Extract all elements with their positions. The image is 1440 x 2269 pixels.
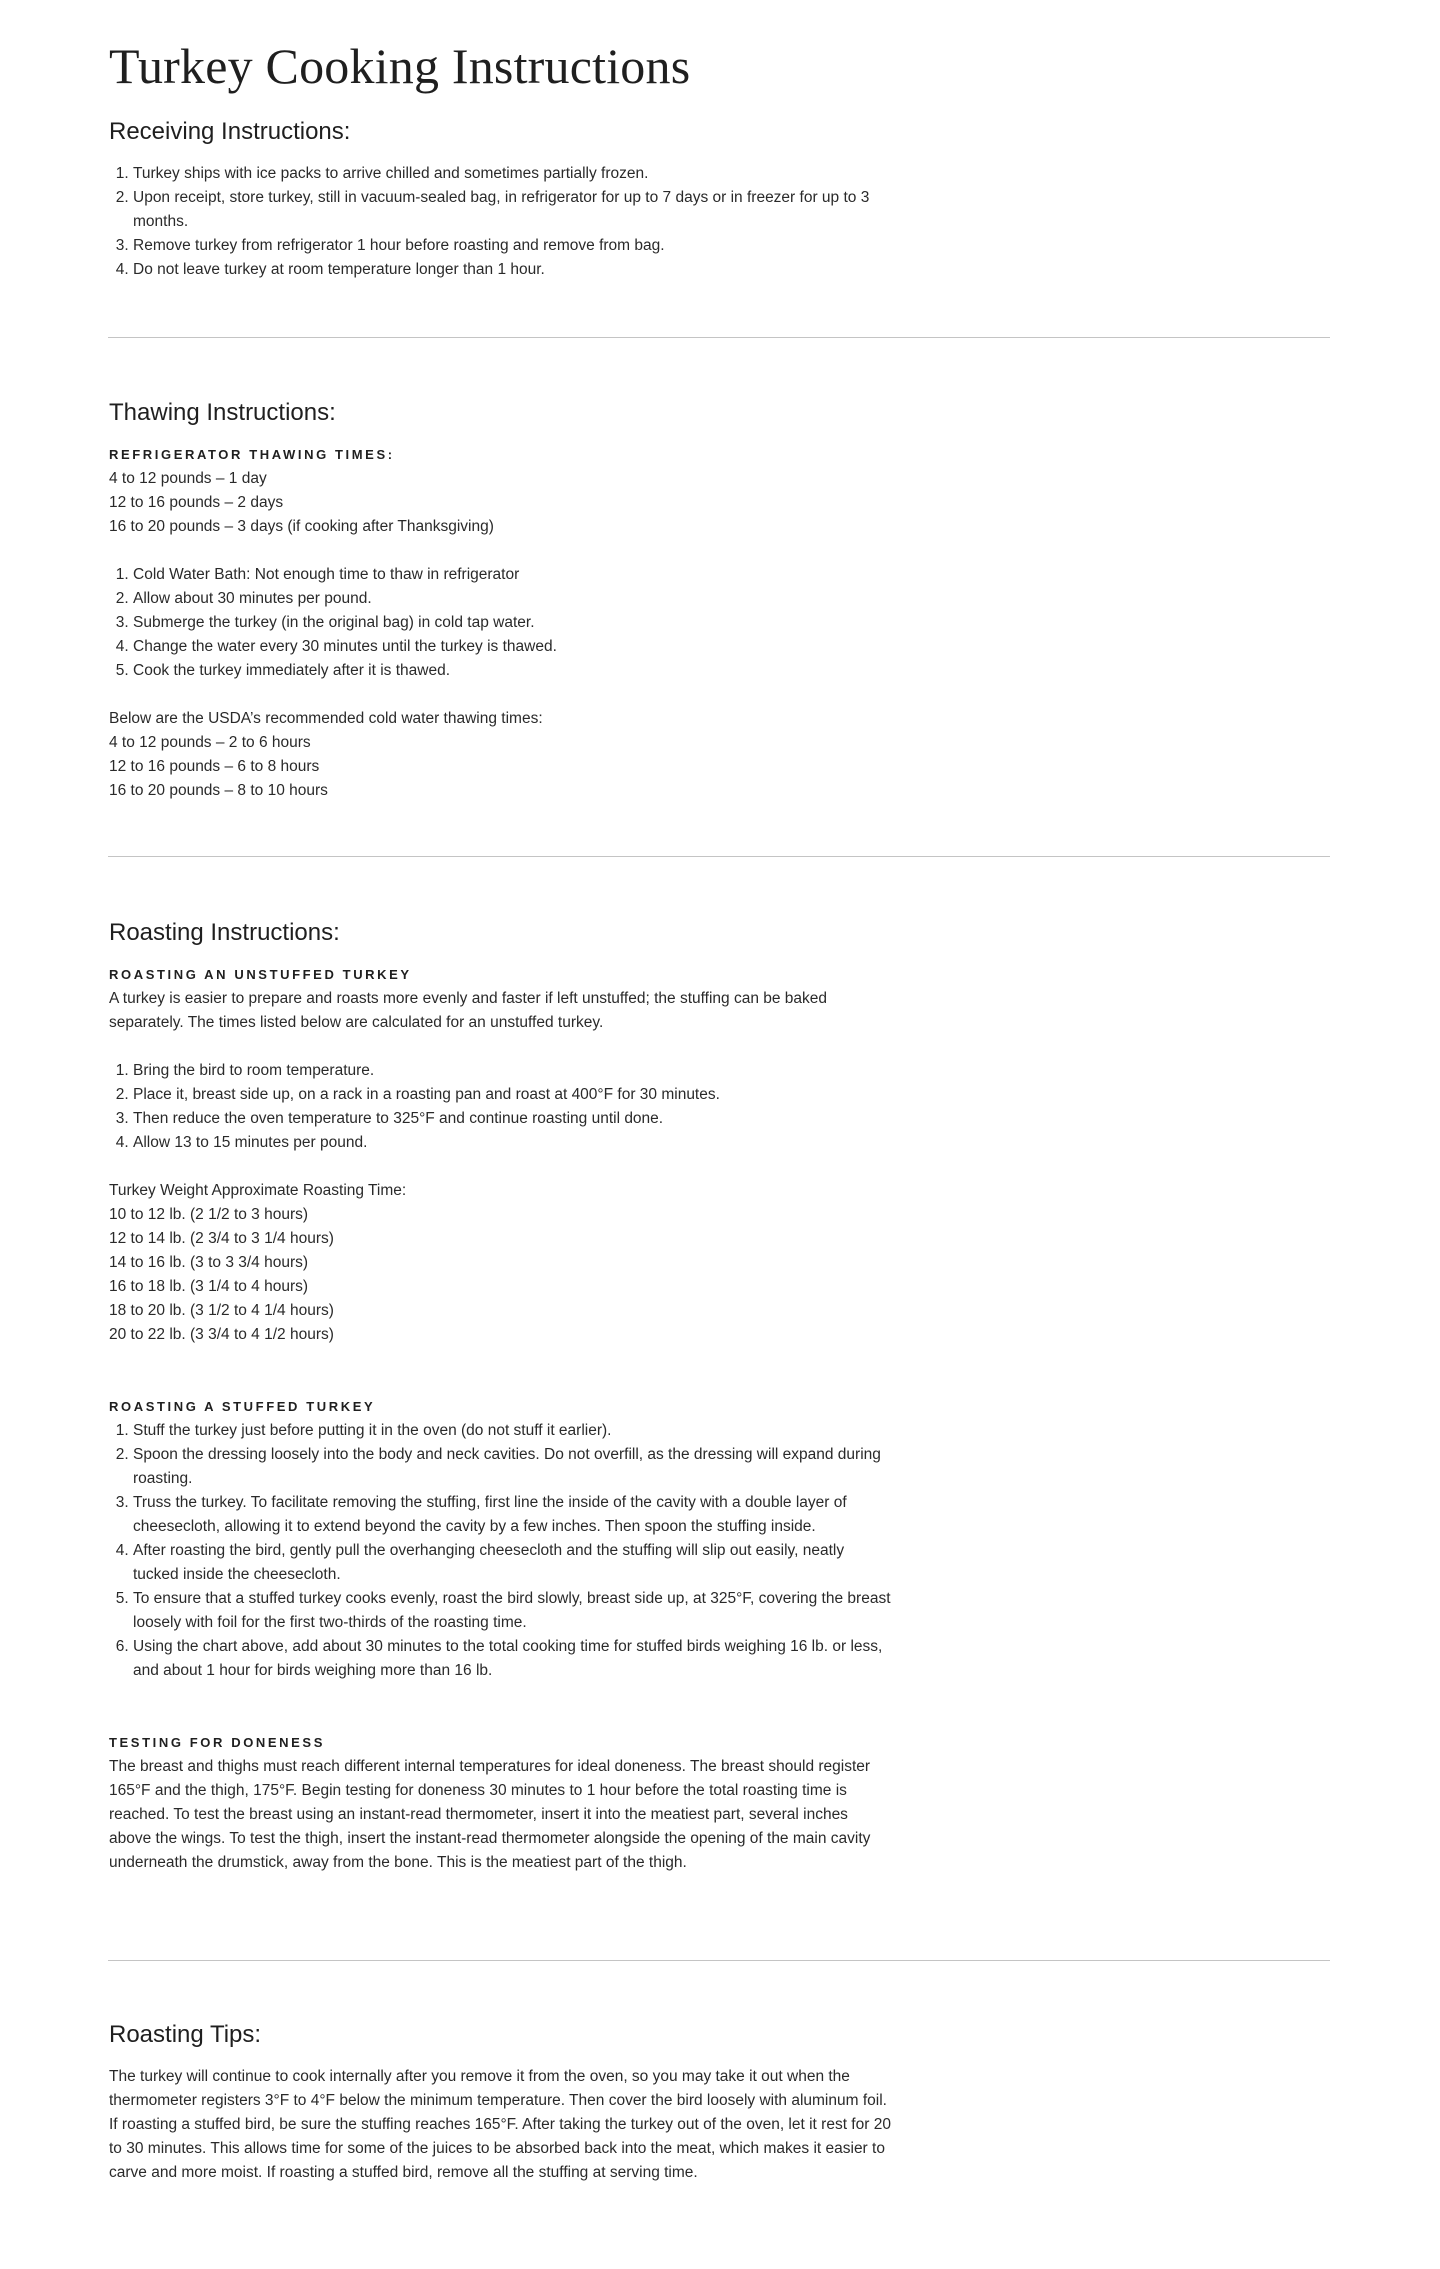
list-item: 2. Allow about 30 minutes per pound.	[133, 587, 893, 611]
roasting-time-line: 14 to 16 lb. (3 to 3 3/4 hours)	[109, 1254, 309, 1271]
thawing-heading: Thawing Instructions:	[109, 399, 336, 426]
unstuffed-intro: A turkey is easier to prepare and roasts more evenly and faster if left unstuffed; the stuffing can be baked separately. The times listed below are calculated for an unstuffed turkey.	[109, 990, 828, 1031]
list-item: 5. To ensure that a stuffed turkey cooks evenly, roast the bird slowly, breast side up, at 325°F, covering the breast loosely with foil for the first two-thirds of the roasting time.	[133, 1587, 893, 1635]
tips-text: The turkey will continue to cook internally after you remove it from the oven, so you may take it out when the thermometer registers 3°F to 4°F below the minimum temperature. Then cover the bird loosely with aluminum foil. If roasting a stuffed bird, be sure the stuffing reaches 165°F. After taking the turkey out of the oven, let it rest for 20 to 30 minutes. This allows time for some of the juices to be absorbed back into the meat, which makes it easier to carve and more moist. If roasting a stuffed bird, remove all the stuffing at serving time.	[109, 2068, 891, 2181]
page-title: Turkey Cooking Instructions	[109, 38, 691, 94]
fridge-thawing-subhead: REFRIGERATOR THAWING TIMES:	[109, 447, 395, 462]
list-item: 5. Cook the turkey immediately after it is thawed.	[133, 659, 893, 683]
cold-water-steps-list	[109, 563, 899, 683]
receiving-section	[109, 116, 899, 282]
section-divider	[108, 1960, 1330, 1961]
roasting-time-line: 20 to 22 lb. (3 3/4 to 4 1/2 hours)	[109, 1326, 334, 1343]
stuffed-subhead: ROASTING A STUFFED TURKEY	[109, 1399, 376, 1414]
doneness-subhead: TESTING FOR DONENESS	[109, 1735, 325, 1750]
roasting-time-line: 18 to 20 lb. (3 1/2 to 4 1/4 hours)	[109, 1302, 334, 1319]
usda-time-line: 16 to 20 pounds – 8 to 10 hours	[109, 782, 328, 799]
list-item: 1. Turkey ships with ice packs to arrive chilled and sometimes partially frozen.	[133, 162, 893, 186]
list-item: 6. Using the chart above, add about 30 minutes to the total cooking time for stuffed birds weighing 16 lb. or less, and about 1 hour for birds weighing more than 16 lb.	[133, 1635, 893, 1683]
list-item: 1. Bring the bird to room temperature.	[133, 1059, 893, 1083]
list-item: 4. Change the water every 30 minutes until the turkey is thawed.	[133, 635, 893, 659]
fridge-time-line: 4 to 12 pounds – 1 day	[109, 470, 267, 487]
list-item: 2. Spoon the dressing loosely into the body and neck cavities. Do not overfill, as the dressing will expand during roasting.	[133, 1443, 893, 1491]
roasting-time-line: 10 to 12 lb. (2 1/2 to 3 hours)	[109, 1206, 309, 1223]
doneness-text: The breast and thighs must reach different internal temperatures for ideal doneness. The breast should register 165°F and the thigh, 175°F. Begin testing for doneness 30 minutes to 1 hour before the total roasting time is reached. To test the breast using an instant-read thermometer, insert it into the meatiest part, several inches above the wings. To test the thigh, insert the instant-read thermometer alongside the opening of the main cavity underneath the drumstick, away from the bone. This is the meatiest part of the thigh.	[109, 1758, 871, 1871]
section-divider	[108, 856, 1330, 857]
list-item: 3. Remove turkey from refrigerator 1 hour before roasting and remove from bag.	[133, 234, 893, 258]
tips-section	[109, 2019, 899, 2185]
fridge-time-line: 16 to 20 pounds – 3 days (if cooking after Thanksgiving)	[109, 518, 494, 535]
list-item: 4. Allow 13 to 15 minutes per pound.	[133, 1131, 893, 1155]
list-item: 2. Place it, breast side up, on a rack in a roasting pan and roast at 400°F for 30 minutes.	[133, 1083, 893, 1107]
list-item: 4. Do not leave turkey at room temperature longer than 1 hour.	[133, 258, 893, 282]
usda-time-line: 12 to 16 pounds – 6 to 8 hours	[109, 758, 320, 775]
list-item: 1. Stuff the turkey just before putting it in the oven (do not stuff it earlier).	[133, 1419, 893, 1443]
receiving-steps-list	[109, 162, 899, 282]
thawing-section	[109, 397, 899, 803]
usda-intro: Below are the USDA’s recommended cold water thawing times:	[109, 710, 543, 727]
roasting-time-line: 16 to 18 lb. (3 1/4 to 4 hours)	[109, 1278, 309, 1295]
list-item: 3. Then reduce the oven temperature to 325°F and continue roasting until done.	[133, 1107, 893, 1131]
stuffed-steps-list	[109, 1419, 899, 1683]
list-item: 3. Submerge the turkey (in the original bag) in cold tap water.	[133, 611, 893, 635]
fridge-time-line: 12 to 16 pounds – 2 days	[109, 494, 284, 511]
list-item: 3. Truss the turkey. To facilitate removing the stuffing, first line the inside of the cavity with a double layer of cheesecloth, allowing it to extend beyond the cavity by a few inches. Then spoon the stuffing inside.	[133, 1491, 893, 1539]
section-divider	[108, 337, 1330, 338]
unstuffed-steps-list	[109, 1059, 899, 1155]
roasting-heading: Roasting Instructions:	[109, 919, 340, 946]
list-item: 4. After roasting the bird, gently pull the overhanging cheesecloth and the stuffing will slip out easily, neatly tucked inside the cheesecloth.	[133, 1539, 893, 1587]
roasting-time-line: 12 to 14 lb. (2 3/4 to 3 1/4 hours)	[109, 1230, 334, 1247]
unstuffed-subhead: ROASTING AN UNSTUFFED TURKEY	[109, 967, 412, 982]
roasting-section	[109, 917, 899, 1875]
roasting-times-header: Turkey Weight Approximate Roasting Time:	[109, 1182, 407, 1199]
receiving-heading: Receiving Instructions:	[109, 118, 351, 145]
list-item: 1. Cold Water Bath: Not enough time to thaw in refrigerator	[133, 563, 893, 587]
tips-heading: Roasting Tips:	[109, 2021, 262, 2048]
usda-time-line: 4 to 12 pounds – 2 to 6 hours	[109, 734, 311, 751]
list-item: 2. Upon receipt, store turkey, still in vacuum-sealed bag, in refrigerator for up to 7 days or in freezer for up to 3 months.	[133, 186, 893, 234]
